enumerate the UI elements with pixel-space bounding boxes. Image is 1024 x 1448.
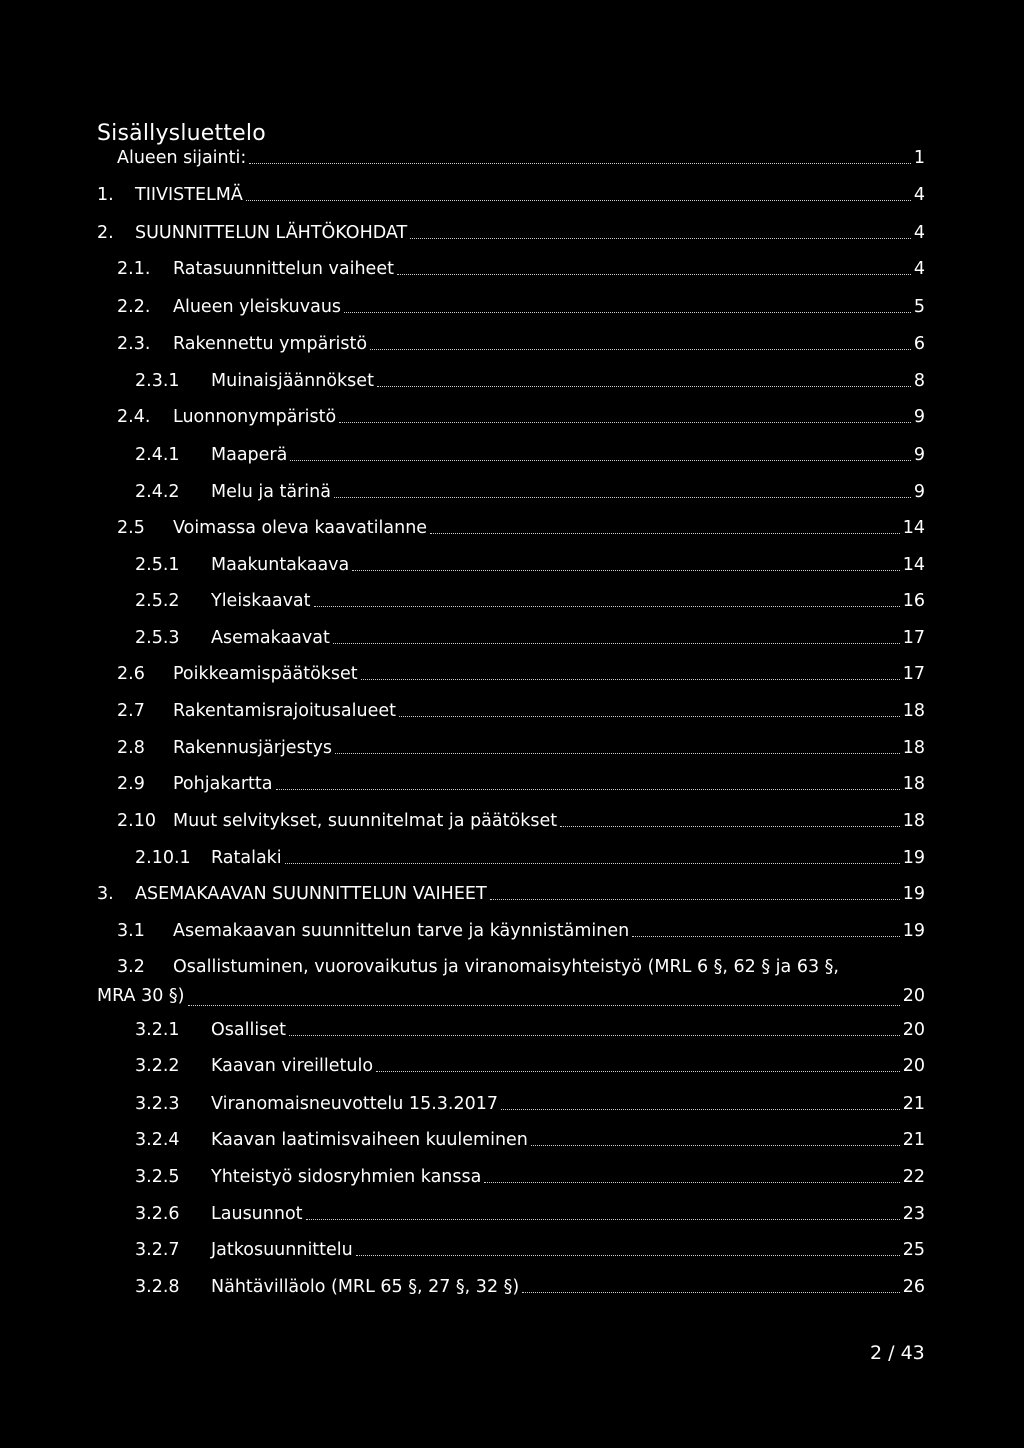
toc-dot-leader [484,1180,899,1183]
toc-entry-page: 14 [902,555,925,575]
toc-entry-page: 19 [902,921,925,941]
toc-dot-leader [397,272,911,275]
toc-entry[interactable] [97,550,925,576]
toc-entry-page: 18 [902,774,925,794]
toc-entry-page: 1 [913,148,925,168]
toc-dot-leader [361,677,900,680]
toc-entry[interactable] [97,1125,925,1151]
toc-entry-page: 9 [913,482,925,502]
toc-entry-label: Ratalaki [211,848,282,868]
toc-entry-number: 3.2.6 [135,1204,180,1224]
toc-entry-page: 21 [902,1130,925,1150]
toc-entry[interactable] [97,586,925,612]
toc-entry-number: 2.6 [117,664,145,684]
toc-dot-leader [352,568,899,571]
toc-entry-number: 3.2.4 [135,1130,180,1150]
toc-entry-page: 20 [902,1020,925,1040]
toc-entry-page: 22 [902,1167,925,1187]
toc-entry-label: Nähtävilläolo (MRL 65 §, 27 §, 32 §) [211,1277,520,1297]
toc-entry-label-continued: MRA 30 §) [97,986,185,1006]
toc-entry-number: 3. [97,884,114,904]
toc-dot-leader [560,824,900,827]
toc-entry-label: TIIVISTELMÄ [135,185,243,205]
toc-entry-label: Maaperä [211,445,288,465]
page-number: 2 / 43 [870,1342,925,1364]
toc-entry-page: 6 [913,334,925,354]
toc-entry[interactable] [97,1015,925,1041]
toc-entry-page: 16 [902,591,925,611]
toc-dot-leader [370,347,911,350]
toc-entry-number: 1. [97,185,114,205]
toc-entry-label: Alueen sijainti: [117,148,247,168]
toc-entry-page: 17 [902,664,925,684]
toc-entry-number: 2.4.1 [135,445,180,465]
toc-entry-label: SUUNNITTELUN LÄHTÖKOHDAT [135,223,408,243]
toc-dot-leader [334,495,911,498]
toc-entry-page: 19 [902,848,925,868]
toc-entry[interactable] [97,513,925,539]
toc-entry-number: 2.9 [117,774,145,794]
toc-entry[interactable] [97,843,925,869]
toc-entry[interactable] [97,733,925,759]
toc-entry-label: Melu ja tärinä [211,482,331,502]
toc-entry-number: 3.2.7 [135,1240,180,1260]
toc-entry-number: 2.4. [117,407,151,427]
toc-entry[interactable] [97,1199,925,1225]
toc-entry[interactable] [97,1051,925,1077]
toc-entry-page: 19 [902,884,925,904]
toc-entry-number: 2.3. [117,334,151,354]
toc-entry-label: Kaavan vireilletulo [211,1056,374,1076]
toc-entry-page: 21 [902,1094,925,1114]
toc-entry-label: Jatkosuunnittelu [211,1240,353,1260]
toc-entry[interactable] [97,254,925,280]
toc-entry-number: 2.5.2 [135,591,180,611]
toc-entry[interactable] [97,218,925,244]
toc-entry-number: 2.4.2 [135,482,180,502]
toc-entry-label: Osalliset [211,1020,286,1040]
toc-entry-number: 2.10.1 [135,848,191,868]
toc-dot-leader [377,384,911,387]
toc-entry-number: 2.1. [117,259,151,279]
toc-entry-page: 5 [913,297,925,317]
toc-entry-label: Pohjakartta [173,774,273,794]
toc-entry-number: 2.2. [117,297,151,317]
toc-entry-page: 9 [913,407,925,427]
toc-dot-leader [490,897,900,900]
toc-entry-label: Luonnonympäristö [173,407,337,427]
toc-entry-page: 25 [902,1240,925,1260]
toc-entry-label: Osallistuminen, vuorovaikutus ja viranomaisyhteistyö (MRL 6 §, 62 § ja 63 §, [173,957,839,977]
toc-dot-leader [399,714,900,717]
toc-entry-number: 2.5.3 [135,628,180,648]
toc-entry-number: 2.5 [117,518,145,538]
toc-entry[interactable] [97,180,925,206]
toc-entry[interactable] [97,696,925,722]
toc-dot-leader [246,198,911,201]
toc-entry-label: Asemakaavat [211,628,330,648]
toc-entry[interactable] [97,292,925,318]
toc-dot-leader [632,934,900,937]
toc-entry[interactable] [97,440,925,466]
toc-dot-leader [333,641,900,644]
toc-entry-label: Rakennettu ympäristö [173,334,368,354]
toc-dot-leader [335,751,900,754]
toc-entry-page: 4 [913,259,925,279]
toc-dot-leader [285,861,900,864]
toc-entry[interactable] [97,769,925,795]
toc-entry-page: 9 [913,445,925,465]
toc-entry-number: 3.1 [117,921,145,941]
toc-entry-number: 3.2.8 [135,1277,180,1297]
toc-entry[interactable] [97,1162,925,1188]
toc-dot-leader [344,310,911,313]
toc-entry-page: 4 [913,185,925,205]
toc-dot-leader [531,1143,900,1146]
toc-entry-number: 2.8 [117,738,145,758]
toc-dot-leader [314,604,900,607]
toc-entry-label: Viranomaisneuvottelu 15.3.2017 [211,1094,498,1114]
toc-entry-number: 3.2.1 [135,1020,180,1040]
toc-dot-leader [522,1290,900,1293]
toc-entry[interactable] [97,366,925,392]
toc-entry[interactable] [97,329,925,355]
toc-entry-number: 2.3.1 [135,371,180,391]
toc-entry[interactable] [97,806,925,832]
toc-entry-number: 3.2 [117,957,145,977]
toc-dot-leader [376,1069,900,1072]
toc-dot-leader [430,531,900,534]
toc-entry-label: Asemakaavan suunnittelun tarve ja käynnistäminen [173,921,630,941]
toc-entry-page: 26 [902,1277,925,1297]
toc-entry-page: 4 [913,223,925,243]
toc-entry-page: 14 [902,518,925,538]
toc-entry-page: 23 [902,1204,925,1224]
toc-dot-leader [501,1107,900,1110]
toc-dot-leader [306,1217,900,1220]
toc-dot-leader [410,236,911,239]
toc-entry-page: 18 [902,811,925,831]
toc-entry-number: 2.10 [117,811,156,831]
toc-entry-label: Yleiskaavat [211,591,311,611]
toc-entry[interactable] [97,402,925,428]
toc-entry[interactable] [97,659,925,685]
toc-entry-number: 2.7 [117,701,145,721]
toc-dot-leader [339,420,911,423]
toc-entry-page: 20 [902,986,925,1006]
toc-entry[interactable] [97,916,925,942]
toc-entry-label: Rakennusjärjestys [173,738,333,758]
toc-entry-label: Muinaisjäännökset [211,371,374,391]
toc-entry-page: 8 [913,371,925,391]
toc-entry-number: 3.2.2 [135,1056,180,1076]
toc-entry-label: Alueen yleiskuvaus [173,297,342,317]
toc-entry-label: ASEMAKAAVAN SUUNNITTELUN VAIHEET [135,884,487,904]
toc-dot-leader [249,161,911,164]
toc-dot-leader [188,1003,900,1006]
toc-entry-number: 2. [97,223,114,243]
toc-entry-page: 18 [902,738,925,758]
toc-entry-label: Maakuntakaava [211,555,350,575]
toc-entry-number: 3.2.3 [135,1094,180,1114]
toc-entry[interactable] [97,1272,925,1298]
toc-entry-label: Yhteistyö sidosryhmien kanssa [211,1167,482,1187]
toc-entry-label: Poikkeamispäätökset [173,664,358,684]
toc-entry-label: Lausunnot [211,1204,303,1224]
toc-entry-label: Voimassa oleva kaavatilanne [173,518,428,538]
toc-entry[interactable] [97,953,925,1011]
toc-entry-label: Muut selvitykset, suunnitelmat ja päätökset [173,811,558,831]
toc-dot-leader [289,1033,900,1036]
toc-dot-leader [290,458,911,461]
toc-entry-number: 2.5.1 [135,555,180,575]
toc-entry[interactable] [97,143,925,169]
toc-entry-label: Ratasuunnittelun vaiheet [173,259,394,279]
toc-entry[interactable] [97,1089,925,1115]
toc-entry-page: 18 [902,701,925,721]
toc-dot-leader [356,1253,900,1256]
toc-entry-page: 20 [902,1056,925,1076]
toc-dot-leader [276,787,900,790]
toc-entry[interactable] [97,623,925,649]
toc-entry-page: 17 [902,628,925,648]
toc-title: Sisällysluettelo [97,121,266,146]
toc-entry[interactable] [97,1235,925,1261]
toc-entry-number: 3.2.5 [135,1167,180,1187]
toc-entry-label: Kaavan laatimisvaiheen kuuleminen [211,1130,528,1150]
toc-entry-label: Rakentamisrajoitusalueet [173,701,396,721]
toc-entry[interactable] [97,477,925,503]
toc-entry[interactable] [97,879,925,905]
